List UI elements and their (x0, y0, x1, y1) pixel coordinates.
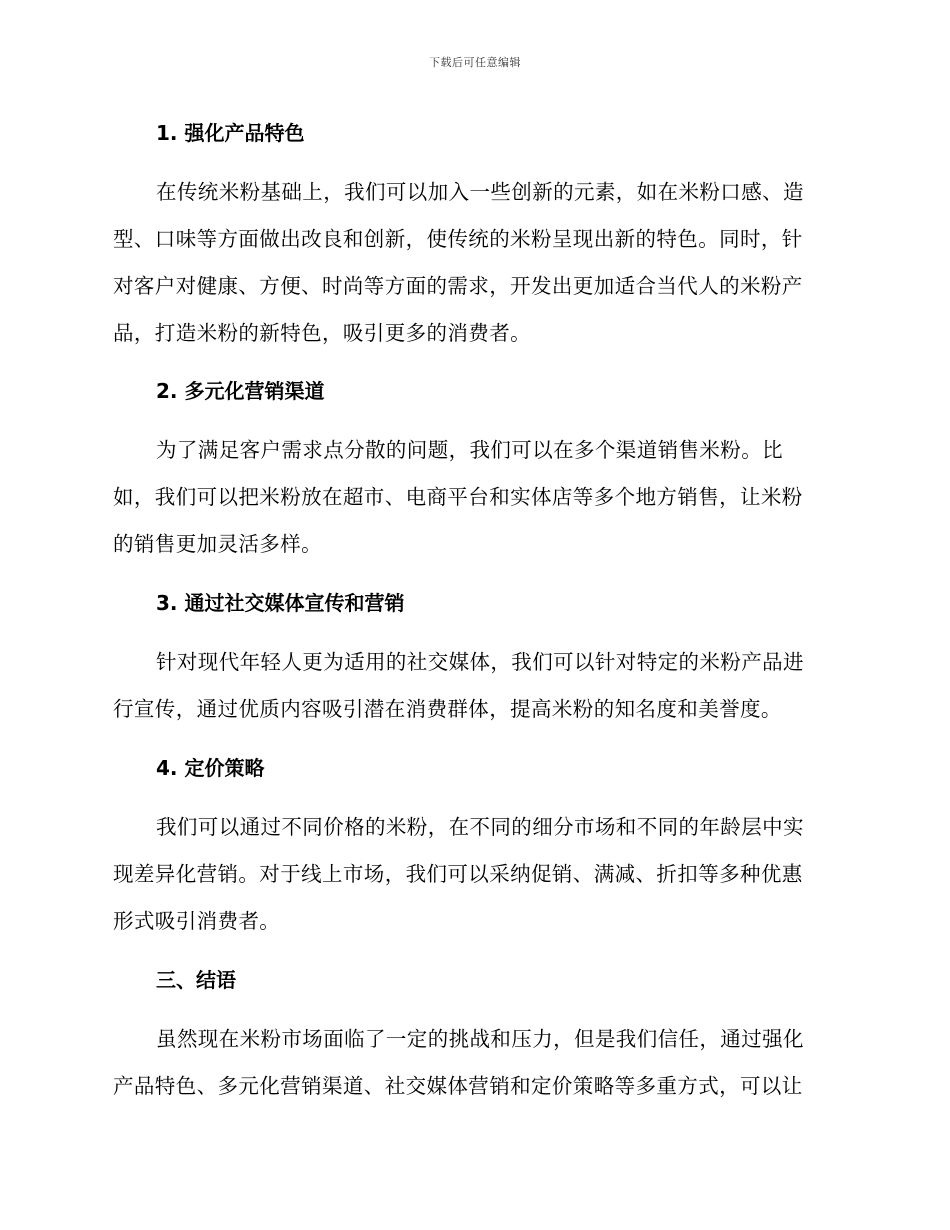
paragraph-line: 我们可以通过不同价格的米粉，在不同的细分市场和不同的年龄层中实 (156, 815, 804, 839)
paragraph-line: 针对现代年轻人更为适用的社交媒体，我们可以针对特定的米粉产品进 (156, 650, 804, 674)
paragraph-line: 为了满足客户需求点分散的问题，我们可以在多个渠道销售米粉。比 (156, 438, 783, 462)
paragraph-line: 对客户对健康、方便、时尚等方面的需求，开发出更加适合当代人的米粉产 (113, 274, 803, 298)
section-heading-conclusion: 三、结语 (156, 968, 236, 992)
page-header: 下载后可任意编辑 (429, 56, 521, 69)
section-heading-diversified-channels: 2. 多元化营销渠道 (156, 379, 325, 403)
document-body (113, 113, 833, 1110)
paragraph-line: 产品特色、多元化营销渠道、社交媒体营销和定价策略等多重方式，可以让 (113, 1074, 803, 1098)
paragraph-line: 如，我们可以把米粉放在超市、电商平台和实体店等多个地方销售，让米粉 (113, 485, 803, 509)
paragraph-line: 品，打造米粉的新特色，吸引更多的消费者。 (113, 321, 531, 345)
section-heading-pricing-strategy: 4. 定价策略 (156, 756, 265, 780)
paragraph-line: 行宣传，通过优质内容吸引潜在消费群体，提高米粉的知名度和美誉度。 (113, 697, 782, 721)
paragraph-social-media (113, 639, 833, 733)
paragraph-line: 形式吸引消费者。 (113, 909, 281, 933)
section-heading-social-media: 3. 通过社交媒体宣传和营销 (156, 591, 405, 615)
paragraph-strengthen-features (113, 169, 833, 357)
paragraph-pricing-strategy (113, 804, 833, 945)
paragraph-line: 的销售更加灵活多样。 (113, 532, 322, 556)
paragraph-line: 在传统米粉基础上，我们可以加入一些创新的元素，如在米粉口感、造 (156, 180, 804, 204)
section-heading-strengthen-features: 1. 强化产品特色 (156, 121, 305, 145)
paragraph-line: 现差异化营销。对于线上市场，我们可以采纳促销、满减、折扣等多种优惠 (113, 862, 803, 886)
paragraph-diversified-channels (113, 427, 833, 568)
paragraph-line: 型、口味等方面做出改良和创新，使传统的米粉呈现出新的特色。同时，针 (113, 227, 803, 251)
paragraph-conclusion (113, 1016, 833, 1110)
paragraph-line: 虽然现在米粉市场面临了一定的挑战和压力，但是我们信任，通过强化 (156, 1027, 804, 1051)
